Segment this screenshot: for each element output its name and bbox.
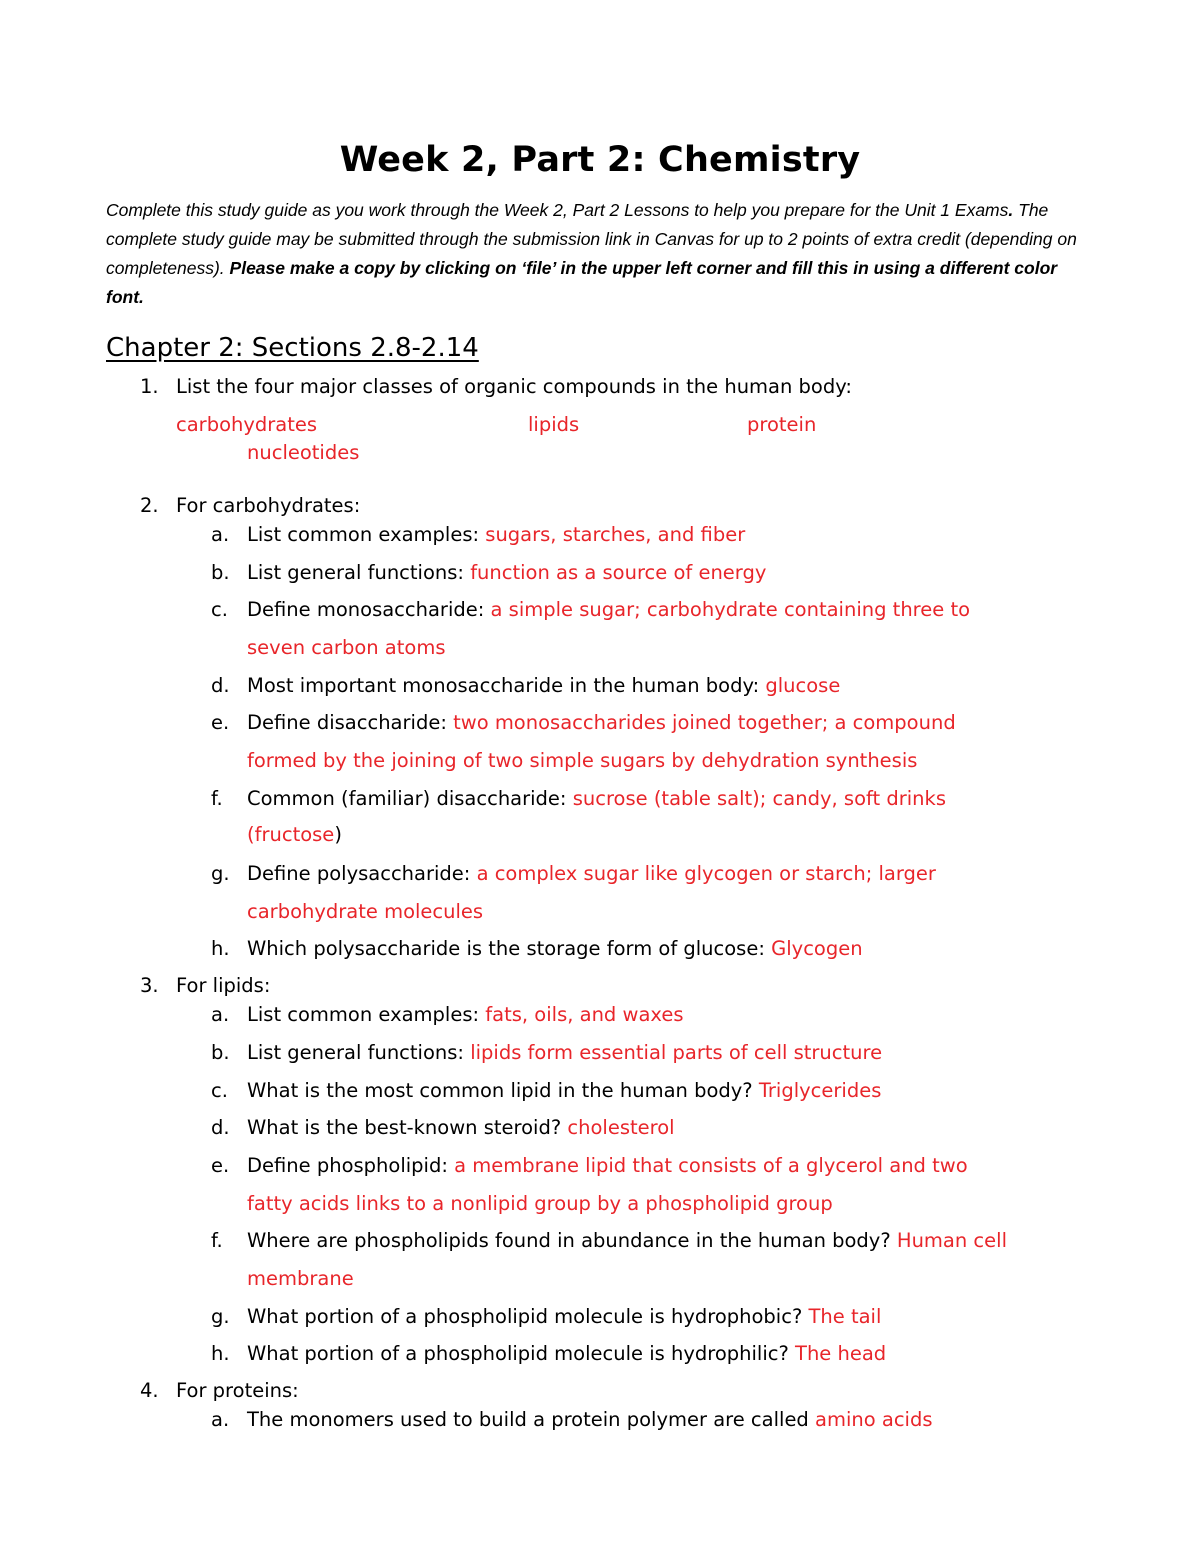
q2d-question: Most important monosaccharide in the human body: [247, 674, 766, 697]
q3e-question: Define phospholipid: [247, 1154, 455, 1177]
q3g-letter: g. [211, 1305, 230, 1328]
q3d-letter: d. [211, 1116, 230, 1139]
q3e-letter: e. [211, 1154, 230, 1177]
q3b-letter: b. [211, 1041, 230, 1064]
q2e-question: Define disaccharide: [247, 711, 454, 734]
q1-answer-carbohydrates: carbohydrates [176, 413, 318, 436]
q2b-answer: function as a source of energy [470, 561, 767, 584]
q3g-item [247, 1305, 881, 1328]
chapter-heading: Chapter 2: Sections 2.8-2.14 [106, 333, 479, 363]
intro-bold-dot: . [1008, 200, 1014, 220]
q2h-answer: Glycogen [771, 937, 863, 960]
q2f-closing-paren: ) [334, 823, 342, 846]
q2f-item-cont [247, 823, 342, 846]
q3a-answer: fats, oils, and waxes [485, 1003, 684, 1026]
q2c-question: Define monosaccharide: [247, 598, 491, 621]
q3c-question: What is the most common lipid in the human body? [247, 1079, 759, 1102]
q2d-letter: d. [211, 674, 230, 697]
q1-answer-nucleotides: nucleotides [247, 441, 360, 464]
q3b-item [247, 1041, 882, 1064]
q4-text: For proteins: [176, 1379, 299, 1402]
q2b-item [247, 561, 766, 584]
q2f-answer: sucrose (table salt); candy, soft drinks [572, 787, 946, 810]
q1-number: 1. [140, 375, 159, 398]
q2h-item [247, 937, 863, 960]
q3h-item [247, 1342, 886, 1365]
q4a-answer: amino acids [815, 1408, 933, 1431]
q3d-question: What is the best-known steroid? [247, 1116, 568, 1139]
q2g-answer-cont: carbohydrate molecules [247, 900, 484, 923]
intro-text-1: Complete this study guide as you work through the Week 2, Part 2 Lessons to help you prepare for the Unit 1 Exams [106, 200, 1009, 220]
q3g-question: What portion of a phospholipid molecule is hydrophobic? [247, 1305, 809, 1328]
q1-answer-lipids: lipids [528, 413, 580, 436]
q2e-item [247, 711, 956, 734]
q1-answer-protein: protein [747, 413, 817, 436]
q3h-question: What portion of a phospholipid molecule is hydrophilic? [247, 1342, 796, 1365]
q3d-item [247, 1116, 675, 1139]
q2f-item [247, 787, 946, 810]
q3g-answer: The tail [808, 1305, 882, 1328]
q3f-question: Where are phospholipids found in abundance in the human body? [247, 1229, 897, 1252]
q3e-answer: a membrane lipid that consists of a glycerol and two [454, 1154, 968, 1177]
q4a-letter: a. [211, 1408, 230, 1431]
q2e-letter: e. [211, 711, 230, 734]
q2g-item [247, 862, 936, 885]
q3b-answer: lipids form essential parts of cell structure [470, 1041, 883, 1064]
q2-text: For carbohydrates: [176, 494, 361, 517]
q2f-answer-cont: (fructose [247, 823, 335, 846]
q3h-letter: h. [211, 1342, 230, 1365]
q2c-item [247, 598, 970, 621]
q2f-letter: f. [211, 787, 223, 810]
q3e-item [247, 1154, 968, 1177]
q3a-question: List common examples: [247, 1003, 486, 1026]
q2b-letter: b. [211, 561, 230, 584]
q2h-question: Which polysaccharide is the storage form of glucose: [247, 937, 772, 960]
q2g-question: Define polysaccharide: [247, 862, 477, 885]
q2d-item [247, 674, 840, 697]
q2e-answer: two monosaccharides joined together; a compound [453, 711, 956, 734]
q3f-item [247, 1229, 1007, 1252]
q3e-answer-cont: fatty acids links to a nonlipid group by a phospholipid group [247, 1192, 833, 1215]
q3-text: For lipids: [176, 974, 271, 997]
page-title: Week 2, Part 2: Chemistry [339, 140, 861, 180]
q2d-answer: glucose [765, 674, 841, 697]
q2-number: 2. [140, 494, 159, 517]
q2c-answer: a simple sugar; carbohydrate containing three to [490, 598, 971, 621]
q4a-item [247, 1408, 933, 1431]
q3-number: 3. [140, 974, 159, 997]
q3a-letter: a. [211, 1003, 230, 1026]
q2a-letter: a. [211, 523, 230, 546]
intro-paragraph [106, 196, 1096, 312]
q1-text: List the four major classes of organic compounds in the human body: [176, 375, 852, 398]
q2a-answer: sugars, starches, and fiber [485, 523, 746, 546]
q3c-letter: c. [211, 1079, 228, 1102]
q3f-answer: Human cell [896, 1229, 1007, 1252]
q3h-answer: The head [795, 1342, 887, 1365]
q3c-answer: Triglycerides [758, 1079, 882, 1102]
q3b-question: List general functions: [247, 1041, 471, 1064]
q2a-question: List common examples: [247, 523, 486, 546]
q2h-letter: h. [211, 937, 230, 960]
q3d-answer: cholesterol [567, 1116, 675, 1139]
q3f-answer-cont: membrane [247, 1267, 354, 1290]
q2c-letter: c. [211, 598, 228, 621]
q2e-answer-cont: formed by the joining of two simple sugars by dehydration synthesis [247, 749, 918, 772]
intro-bold-instruction: Please make a copy by clicking on ‘file’ in the upper left corner and fill this in using a different color font. [106, 258, 1058, 307]
q3c-item [247, 1079, 881, 1102]
q2b-question: List general functions: [247, 561, 471, 584]
q4-number: 4. [140, 1379, 159, 1402]
q2f-question: Common (familiar) disaccharide: [247, 787, 573, 810]
q2c-answer-cont: seven carbon atoms [247, 636, 446, 659]
q2g-letter: g. [211, 862, 230, 885]
q3a-item [247, 1003, 684, 1026]
q2g-answer: a complex sugar like glycogen or starch; larger [476, 862, 936, 885]
intro-text-2: The complete study guide may be submitted through the submission link in Canvas for up to 2 points of extra credit (depending on completeness). [106, 200, 1077, 278]
q4a-question: The monomers used to build a protein polymer are called [247, 1408, 816, 1431]
q3f-letter: f. [211, 1229, 223, 1252]
q2a-item [247, 523, 745, 546]
